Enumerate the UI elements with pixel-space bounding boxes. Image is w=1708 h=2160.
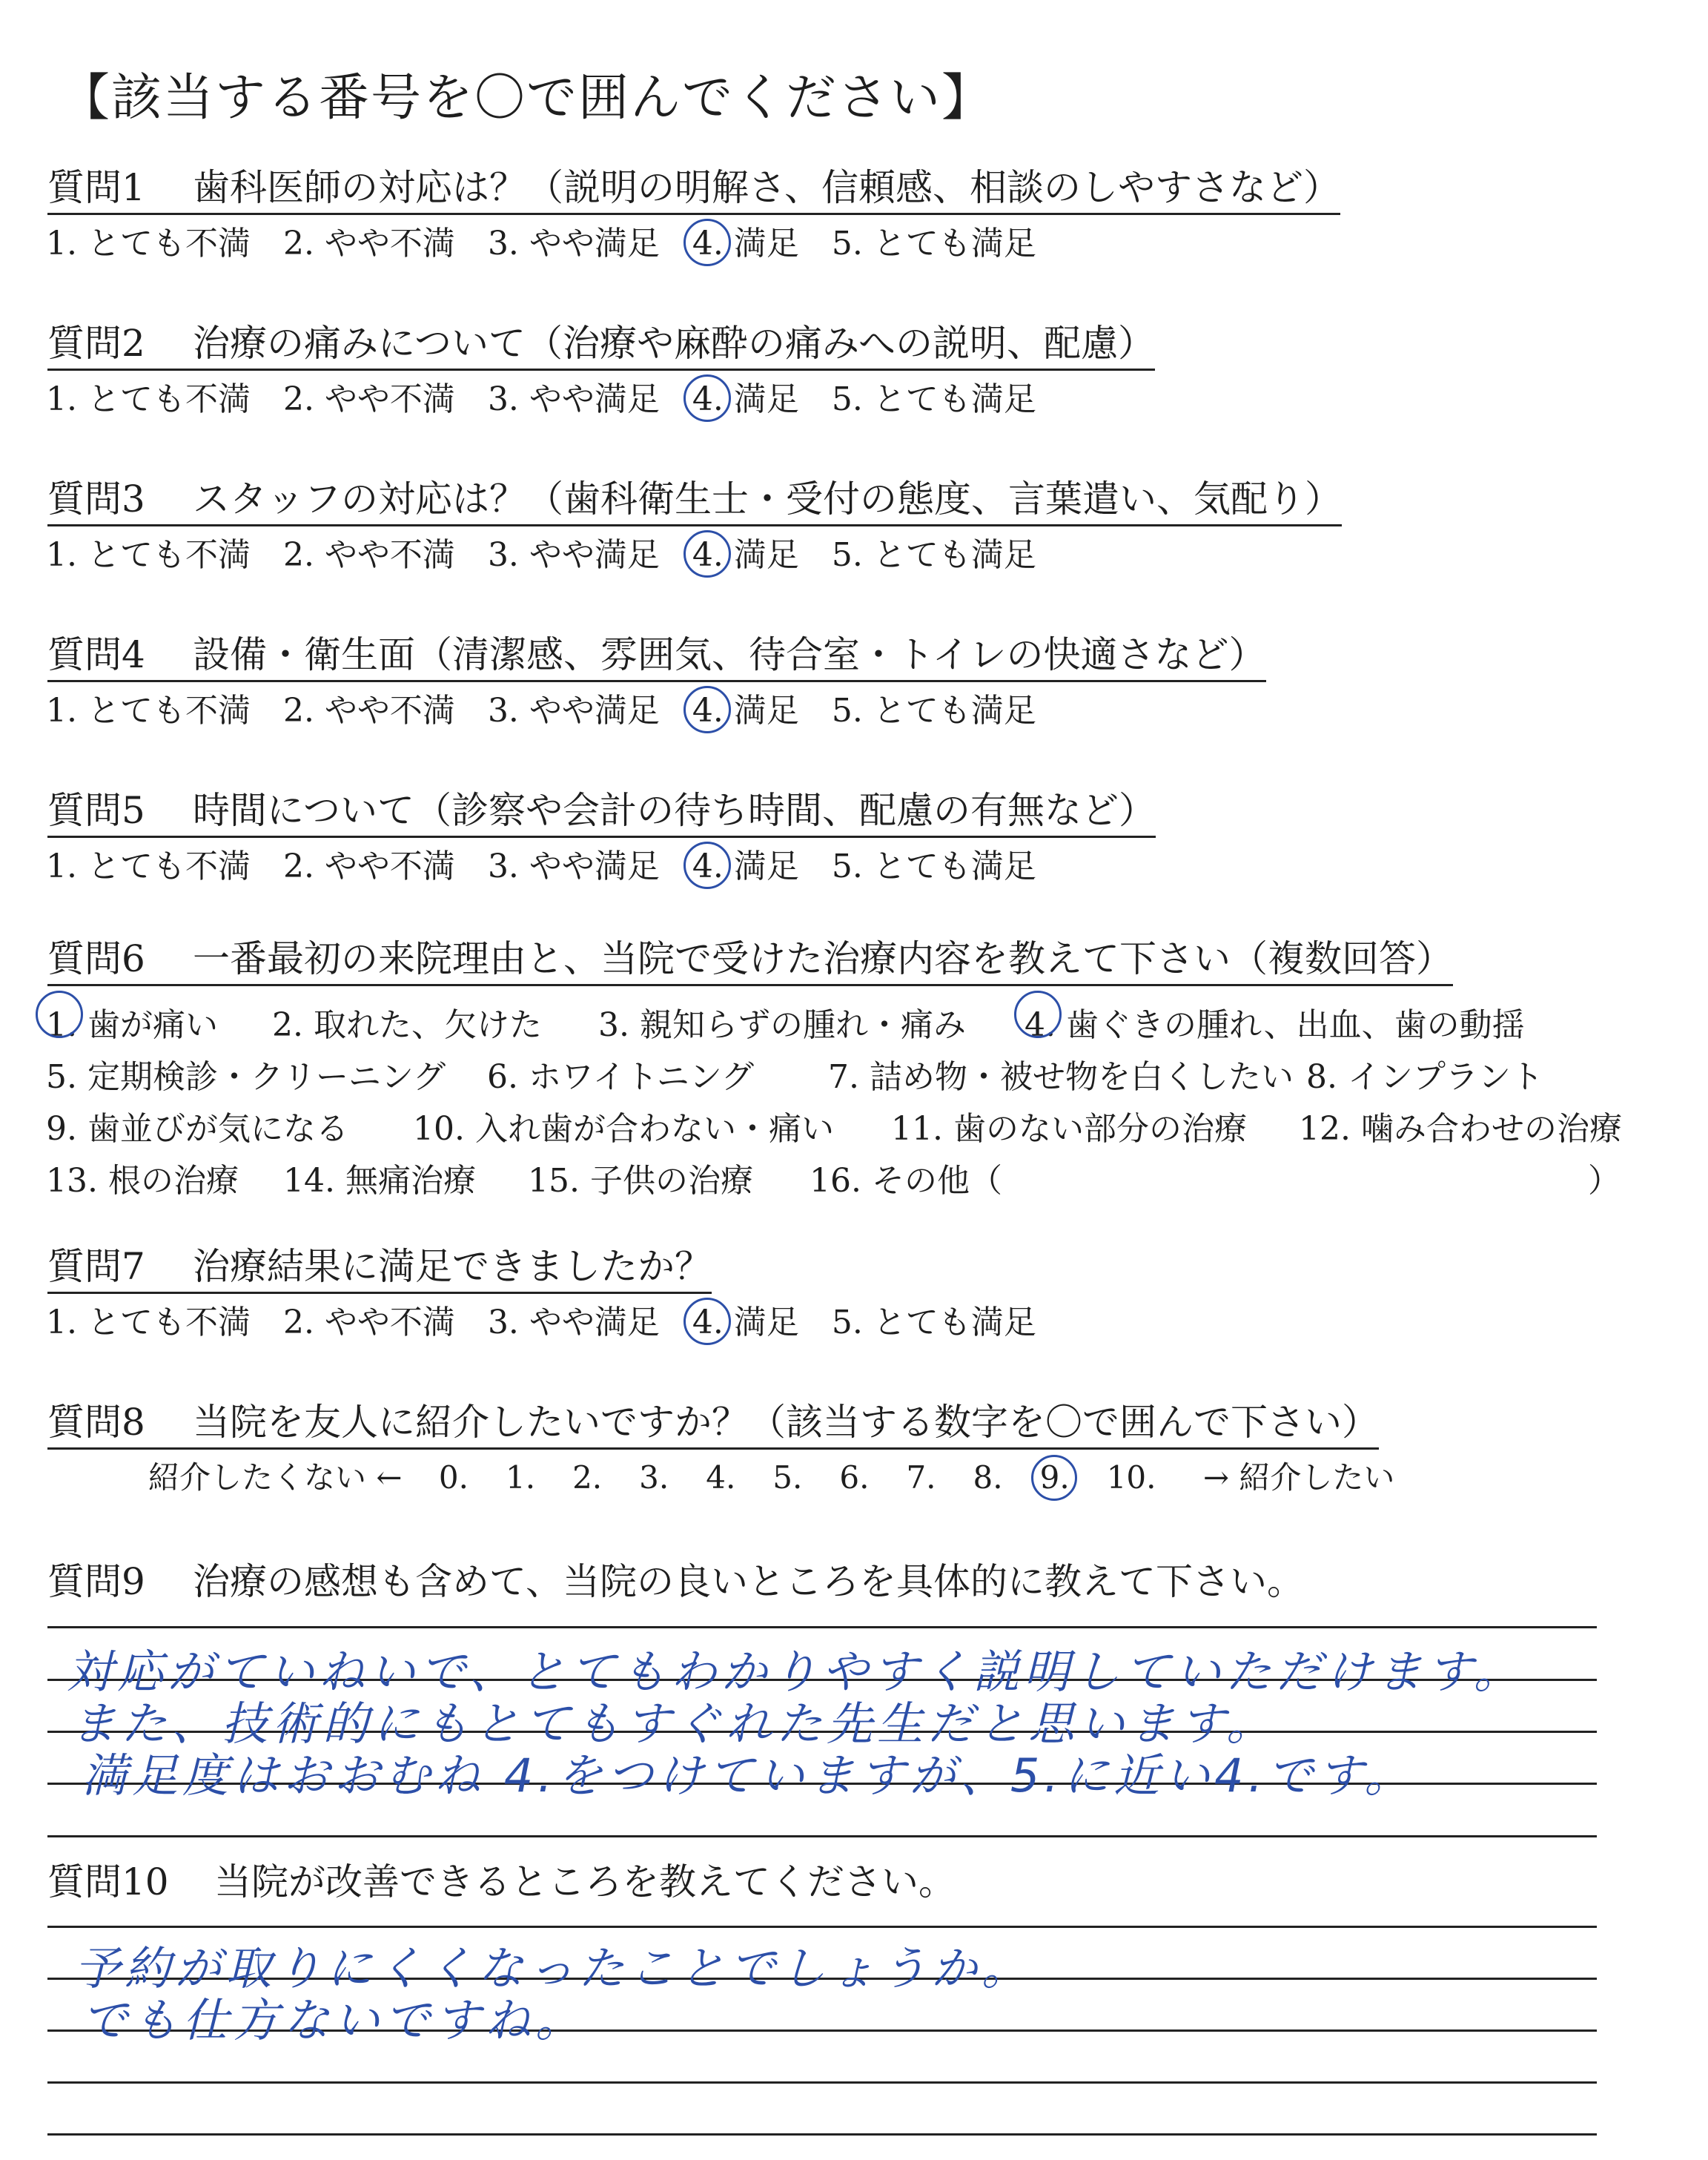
question-4-title: 質問4 設備・衛生面（清潔感、雰囲気、待合室・トイレの快適さなど） bbox=[47, 634, 1266, 682]
question-7-title: 質問7 治療結果に満足できましたか？ bbox=[47, 1246, 712, 1294]
q5-option-3[interactable]: 3. やや満足 bbox=[487, 848, 660, 885]
q1-option-3[interactable]: 3. やや満足 bbox=[487, 225, 660, 262]
q3-option-2[interactable]: 2. やや不満 bbox=[282, 536, 455, 574]
question-10-title: 質問10 当院が改善できるところを教えてください。 bbox=[47, 1860, 956, 1903]
question-5-options bbox=[46, 848, 1069, 885]
q6-option-7[interactable]: 7. 詰め物・被せ物を白くしたい bbox=[828, 1058, 1294, 1096]
q2-option-5[interactable]: 5. とても満足 bbox=[831, 380, 1036, 418]
q8-scale-2[interactable]: 2. bbox=[572, 1459, 603, 1496]
answer-rule bbox=[47, 1626, 1597, 1628]
answer-rule bbox=[47, 1926, 1597, 1928]
q1-option-4[interactable]: 4. 満足 bbox=[692, 228, 799, 260]
q6-option-13[interactable]: 13. 根の治療 bbox=[46, 1162, 239, 1200]
q8-scale-10[interactable]: 10. bbox=[1106, 1459, 1156, 1496]
answer-rule bbox=[47, 2133, 1597, 2136]
q6-option-14[interactable]: 14. 無痛治療 bbox=[283, 1162, 476, 1200]
question-1-title: 質問1 歯科医師の対応は？（説明の明解さ、信頼感、相談のしやすさなど） bbox=[47, 167, 1340, 215]
question-8-scale bbox=[148, 1459, 1395, 1496]
question-3-options bbox=[46, 536, 1069, 574]
selection-circle bbox=[1014, 991, 1062, 1038]
q1-option-2[interactable]: 2. やや不満 bbox=[282, 225, 455, 262]
selection-circle bbox=[683, 219, 731, 266]
q6-option-1[interactable]: 1. 歯が痛い bbox=[46, 998, 218, 1046]
q4-option-1[interactable]: 1. とても不満 bbox=[46, 692, 251, 730]
q6-other-close: ） bbox=[1588, 1162, 1621, 1200]
q2-option-3[interactable]: 3. やや満足 bbox=[487, 380, 660, 418]
q6-option-10[interactable]: 10. 入れ歯が合わない・痛い bbox=[413, 1110, 834, 1148]
q3-option-3[interactable]: 3. やや満足 bbox=[487, 536, 660, 574]
q2-option-1[interactable]: 1. とても不満 bbox=[46, 380, 251, 418]
q2-option-4[interactable]: 4. 満足 bbox=[692, 383, 799, 416]
question-8-title: 質問8 当院を友人に紹介したいですか？（該当する数字を〇で囲んで下さい） bbox=[47, 1401, 1379, 1450]
question-2-title: 質問2 治療の痛みについて（治療や麻酔の痛みへの説明、配慮） bbox=[47, 323, 1155, 371]
q5-option-4[interactable]: 4. 満足 bbox=[692, 851, 799, 883]
q9-answer-line-1: 対応がていねいで、とてもわかりやすく説明していただけます。 bbox=[67, 1645, 1524, 1699]
q6-option-5[interactable]: 5. 定期検診・クリーニング bbox=[46, 1058, 446, 1096]
q6-option-12[interactable]: 12. 噛み合わせの治療 bbox=[1299, 1110, 1622, 1148]
selection-circle bbox=[36, 991, 83, 1038]
q8-scale-6[interactable]: 6. bbox=[839, 1459, 870, 1496]
q5-option-1[interactable]: 1. とても不満 bbox=[46, 848, 251, 885]
question-4-options bbox=[46, 692, 1069, 730]
scale-left-label: 紹介したくない ← bbox=[148, 1459, 403, 1496]
q6-option-9[interactable]: 9. 歯並びが気になる bbox=[46, 1110, 348, 1148]
selection-circle bbox=[683, 530, 731, 578]
q9-answer-line-3: 満足度はおおむね 4.をつけていますが、5.に近い4.です。 bbox=[82, 1748, 1415, 1803]
q4-option-3[interactable]: 3. やや満足 bbox=[487, 692, 660, 730]
q9-answer-line-2: また、技術的にもとてもすぐれた先生だと思います。 bbox=[70, 1697, 1277, 1751]
q7-option-5[interactable]: 5. とても満足 bbox=[831, 1304, 1036, 1341]
q4-option-5[interactable]: 5. とても満足 bbox=[831, 692, 1036, 730]
q3-option-1[interactable]: 1. とても不満 bbox=[46, 536, 251, 574]
q10-answer-line-2: でも仕方ないですね。 bbox=[82, 1993, 586, 2047]
question-5-title: 質問5 時間について（診察や会計の待ち時間、配慮の有無など） bbox=[47, 790, 1156, 838]
q10-answer-line-1: 予約が取りにくくなったことでしょうか。 bbox=[74, 1941, 1033, 1995]
q3-option-5[interactable]: 5. とても満足 bbox=[831, 536, 1036, 574]
q8-scale-4[interactable]: 4. bbox=[706, 1459, 736, 1496]
selection-circle bbox=[1031, 1455, 1077, 1501]
q7-option-2[interactable]: 2. やや不満 bbox=[282, 1304, 455, 1341]
question-6-title: 質問6 一番最初の来院理由と、当院で受けた治療内容を教えて下さい（複数回答） bbox=[47, 938, 1453, 986]
q8-scale-0[interactable]: 0. bbox=[438, 1459, 469, 1496]
q8-scale-7[interactable]: 7. bbox=[906, 1459, 936, 1496]
scale-right-label: → 紹介したい bbox=[1202, 1459, 1395, 1496]
q4-option-2[interactable]: 2. やや不満 bbox=[282, 692, 455, 730]
selection-circle bbox=[683, 686, 731, 733]
q7-option-4[interactable]: 4. 満足 bbox=[692, 1307, 799, 1339]
q3-option-4[interactable]: 4. 満足 bbox=[692, 539, 799, 572]
selection-circle bbox=[683, 374, 731, 422]
answer-rule bbox=[47, 2081, 1597, 2084]
q8-scale-5[interactable]: 5. bbox=[772, 1459, 803, 1496]
question-1-options bbox=[46, 225, 1069, 262]
q8-scale-3[interactable]: 3. bbox=[639, 1459, 669, 1496]
q8-scale-1[interactable]: 1. bbox=[505, 1459, 536, 1496]
q7-option-1[interactable]: 1. とても不満 bbox=[46, 1304, 251, 1341]
q6-option-3[interactable]: 3. 親知らずの腫れ・痛み bbox=[598, 1006, 966, 1044]
question-9-title: 質問9 治療の感想も含めて、当院の良いところを具体的に教えて下さい。 bbox=[47, 1560, 1304, 1603]
q4-option-4[interactable]: 4. 満足 bbox=[692, 695, 799, 727]
q6-option-6[interactable]: 6. ホワイトニング bbox=[487, 1058, 755, 1096]
q5-option-5[interactable]: 5. とても満足 bbox=[831, 848, 1036, 885]
question-2-options bbox=[46, 380, 1069, 418]
q7-option-3[interactable]: 3. やや満足 bbox=[487, 1304, 660, 1341]
q8-scale-9[interactable]: 9. bbox=[1040, 1462, 1070, 1493]
q6-option-4[interactable]: 4. 歯ぐきの腫れ、出血、歯の動揺 bbox=[1025, 998, 1525, 1046]
q1-option-1[interactable]: 1. とても不満 bbox=[46, 225, 251, 262]
question-7-options bbox=[46, 1304, 1069, 1341]
answer-rule bbox=[47, 1835, 1597, 1837]
q6-option-11[interactable]: 11. 歯のない部分の治療 bbox=[891, 1110, 1247, 1148]
selection-circle bbox=[683, 842, 731, 889]
q6-option-16[interactable]: 16. その他（ bbox=[810, 1162, 1002, 1200]
q6-option-15[interactable]: 15. 子供の治療 bbox=[528, 1162, 753, 1200]
q6-option-2[interactable]: 2. 取れた、欠けた bbox=[272, 1006, 542, 1044]
page-header: 【該当する番号を〇で囲んでください】 bbox=[59, 69, 994, 128]
q2-option-2[interactable]: 2. やや不満 bbox=[282, 380, 455, 418]
q1-option-5[interactable]: 5. とても満足 bbox=[831, 225, 1036, 262]
q6-option-8[interactable]: 8. インプラント bbox=[1306, 1058, 1543, 1096]
q5-option-2[interactable]: 2. やや不満 bbox=[282, 848, 455, 885]
q8-scale-8[interactable]: 8. bbox=[973, 1459, 1003, 1496]
selection-circle bbox=[683, 1298, 731, 1345]
question-3-title: 質問3 スタッフの対応は？（歯科衛生士・受付の態度、言葉遣い、気配り） bbox=[47, 478, 1342, 526]
